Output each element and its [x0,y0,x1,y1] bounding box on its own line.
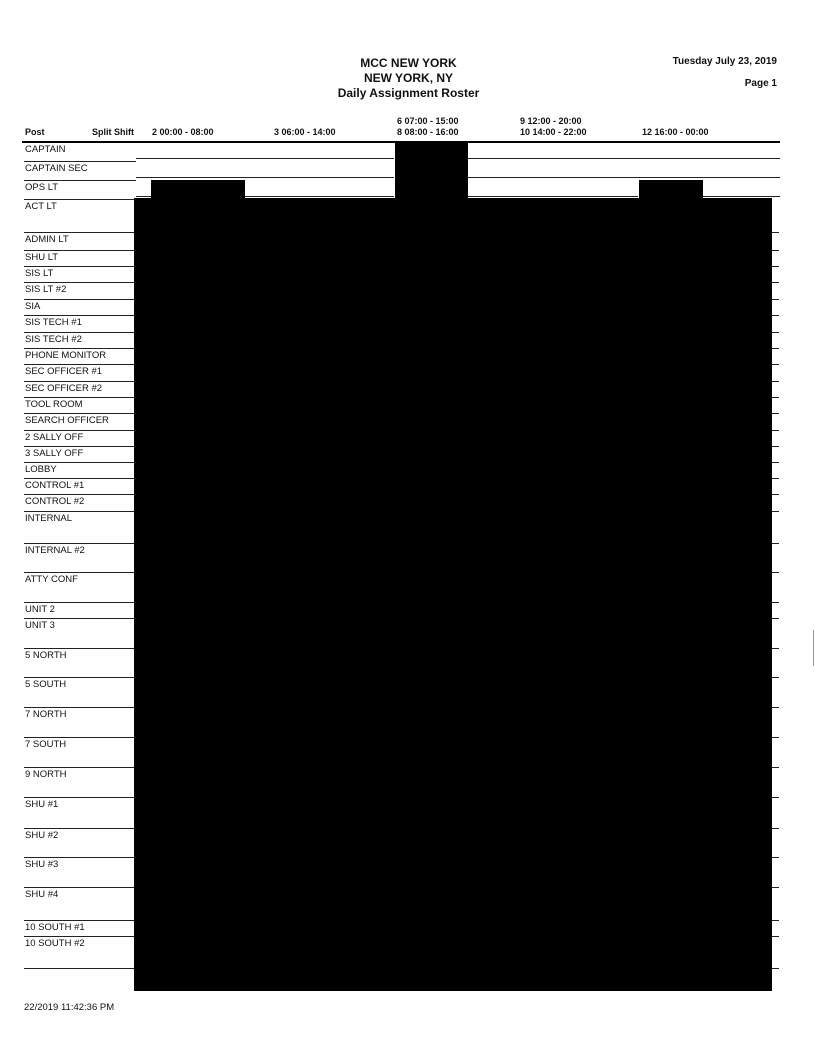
row-tick [771,381,779,382]
row-tick [771,920,779,921]
post-row [24,414,136,431]
column-post: Post [25,127,45,137]
row-tick [771,936,779,937]
post-label: SIS TECH #1 [25,317,82,328]
post-label: 5 SOUTH [25,679,67,690]
post-label: UNIT 3 [25,620,55,631]
row-tick [771,618,779,619]
row-tick [771,364,779,365]
post-label: ADMIN LT [25,234,69,245]
post-row [24,251,136,267]
post-row [24,829,136,858]
row-line [468,158,780,159]
column-shift-3: 3 06:00 - 14:00 [274,127,336,137]
row-line [136,177,394,178]
post-row [24,143,136,162]
post-label: 10 SOUTH #2 [25,938,85,949]
row-tick [771,232,779,233]
row-tick [771,828,779,829]
post-label: UNIT 2 [25,604,55,615]
row-tick [771,543,779,544]
post-row [24,495,136,512]
row-tick [771,648,779,649]
post-row [24,544,136,573]
roster-title: Daily Assignment Roster [337,86,480,100]
redaction-block [639,180,703,198]
row-tick [771,857,779,858]
post-row [24,708,136,738]
post-row [24,649,136,678]
row-tick [771,887,779,888]
column-shift-10: 10 14:00 - 22:00 [520,127,587,137]
post-row [24,858,136,888]
post-label: SEC OFFICER #2 [25,383,103,394]
post-row [24,937,136,969]
post-row [24,382,136,398]
post-label: 2 SALLY OFF [25,432,84,443]
post-row [24,921,136,937]
post-row [24,316,136,333]
post-row [24,233,136,251]
post-label: SIS LT [25,268,54,279]
column-shift-2: 2 00:00 - 08:00 [152,127,214,137]
post-label: CONTROL #1 [25,480,85,491]
post-row [24,447,136,463]
post-label: 9 NORTH [25,769,67,780]
post-label: SIS LT #2 [25,284,67,295]
row-line [468,196,638,197]
row-tick [771,250,779,251]
post-label: TOOL ROOM [25,399,83,410]
post-label: SEC OFFICER #1 [25,366,103,377]
row-tick [771,397,779,398]
redaction-block [134,198,772,991]
row-tick [771,413,779,414]
print-timestamp: 22/2019 11:42:36 PM [24,1002,115,1013]
row-line [136,158,394,159]
post-row [24,283,136,300]
post-row [24,888,136,921]
row-tick [771,462,779,463]
row-tick [771,430,779,431]
row-tick [771,707,779,708]
post-row [24,300,136,316]
post-row [24,619,136,649]
post-label: OPS LT [25,182,59,193]
post-row [24,200,136,233]
column-shift-6: 6 07:00 - 15:00 [397,116,459,126]
post-label: SHU #4 [25,889,59,900]
post-label: INTERNAL [25,513,72,524]
post-row [24,431,136,447]
post-label: CAPTAIN [25,144,66,155]
row-tick [771,767,779,768]
post-label: 5 NORTH [25,650,67,661]
post-label: 3 SALLY OFF [25,448,84,459]
post-row [24,398,136,414]
row-tick [771,299,779,300]
post-label: INTERNAL #2 [25,545,85,556]
post-label: SHU #2 [25,830,59,841]
row-tick [771,266,779,267]
post-row [24,333,136,349]
post-row [24,738,136,768]
post-row [24,349,136,365]
redaction-block [395,143,468,198]
post-label: CONTROL #2 [25,496,85,507]
row-tick [771,478,779,479]
post-row [24,603,136,619]
post-row [24,573,136,603]
row-tick [771,968,779,969]
post-label: SIA [25,301,41,312]
row-tick [771,511,779,512]
row-line [703,196,780,197]
post-label: SEARCH OFFICER [25,415,109,426]
row-tick [771,494,779,495]
row-tick [771,602,779,603]
row-line [468,177,780,178]
page-number: Page 1 [744,78,777,89]
post-row [24,678,136,708]
post-label: SIS TECH #2 [25,334,82,345]
row-tick [771,348,779,349]
column-split-shift: Split Shift [92,127,134,137]
row-tick [771,315,779,316]
row-tick [771,797,779,798]
post-label: ACT LT [25,201,57,212]
post-row [24,162,136,181]
column-shift-12: 12 16:00 - 00:00 [642,127,709,137]
post-row [24,267,136,283]
post-label: CAPTAIN SEC [25,163,88,174]
margin-line [813,630,814,666]
post-list [24,143,136,969]
row-tick [771,737,779,738]
post-label: 10 SOUTH #1 [25,922,85,933]
post-label: SHU #1 [25,799,59,810]
column-shift-8: 8 08:00 - 16:00 [397,127,459,137]
post-label: 7 NORTH [25,709,67,720]
post-row [24,365,136,382]
facility-location: NEW YORK, NY [363,71,454,85]
row-tick [771,572,779,573]
row-tick [771,332,779,333]
post-row [24,181,136,200]
post-row [24,463,136,479]
post-label: SHU LT [25,252,59,263]
redaction-block [151,180,245,198]
column-shift-9: 9 12:00 - 20:00 [520,116,582,126]
row-tick [771,677,779,678]
post-row [24,479,136,495]
post-label: ATTY CONF [25,574,78,585]
row-tick [771,282,779,283]
post-label: 7 SOUTH [25,739,67,750]
post-label: LOBBY [25,464,57,475]
post-row [24,768,136,798]
post-row [24,512,136,544]
post-row [24,798,136,829]
post-label: PHONE MONITOR [25,350,107,361]
row-tick [771,446,779,447]
facility-name: MCC NEW YORK [360,56,457,70]
post-label: SHU #3 [25,859,59,870]
roster-date: Tuesday July 23, 2019 [672,56,777,67]
